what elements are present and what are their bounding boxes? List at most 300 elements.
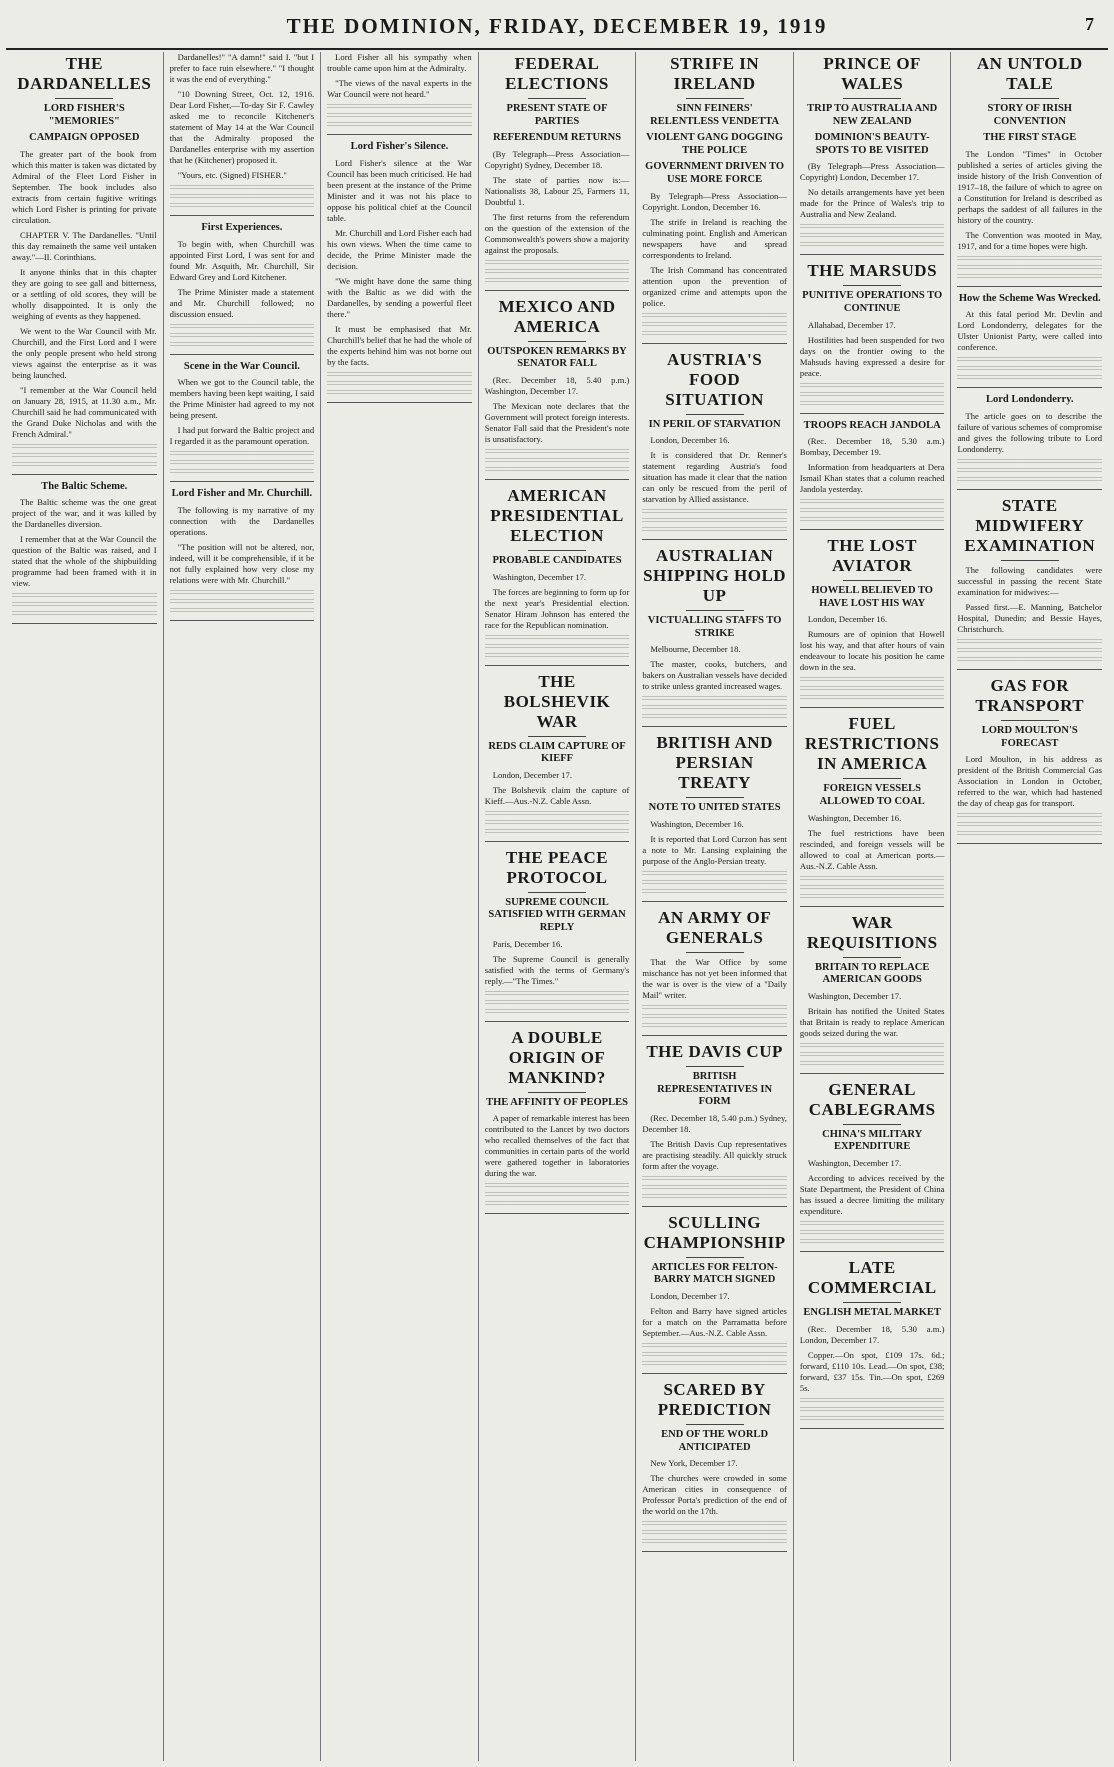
body-paragraph: Washington, December 17. [492, 571, 587, 582]
headline-rule [55, 98, 113, 99]
article [642, 733, 787, 895]
column-2 [163, 52, 321, 1761]
body-paragraph: Felton and Barry have signed articles for a match on the Parramatta before September.—Aus.-N.Z. Cable Assn. [642, 1305, 787, 1338]
article-subhead: IN PERIL OF STARVATION [648, 418, 781, 430]
text-filler [170, 194, 315, 200]
text-filler [800, 885, 945, 891]
body-paragraph: "I remember at the War Council held on January 28, 1915, at 11.30 a.m., Mr. Churchill said he had communicated with the Grand Duke Nicholas and with the French Admiral." [12, 384, 157, 439]
text-filler [485, 467, 630, 473]
article [642, 1042, 787, 1200]
article-separator [642, 901, 787, 902]
text-filler [485, 278, 630, 284]
text-filler [800, 876, 945, 882]
headline-rule [843, 778, 901, 779]
article-separator [957, 387, 1102, 388]
text-filler [485, 260, 630, 266]
body-paragraph: (Rec. December 18, 5.40 p.m.) Sydney, December 18. [642, 1112, 787, 1134]
article-separator [642, 343, 787, 344]
column-6 [793, 52, 951, 1761]
body-paragraph: Lord Fisher's silence at the War Council has been much criticised. He had been present at the instance of the Prime Minister and it was not his place to oppose his political chief at the Council table. [327, 157, 472, 223]
article-headline: SCULLING CHAMPIONSHIP [643, 1212, 786, 1252]
text-filler [485, 1183, 630, 1189]
article [327, 52, 472, 128]
article [800, 536, 945, 701]
column-4 [478, 52, 636, 1761]
body-paragraph: The first returns from the referendum on the question of the extension of the Commonwealth's powers show a majority against the proposals. [484, 211, 630, 255]
article-separator [170, 215, 315, 216]
text-filler [642, 322, 787, 328]
headline-rule [843, 98, 901, 99]
headline-rule [843, 285, 901, 286]
body-paragraph: Lord Moulton, in his address as president of the British Commercial Gas Association in London in October, referred to the war, which had hastened the day of cheap gas for transport. [957, 754, 1103, 809]
body-paragraph: At this fatal period Mr. Devlin and Lord Londonderry, delegates for the Ulster Unionist Party, were called into conference. [957, 309, 1103, 353]
article [485, 54, 630, 284]
article-separator [12, 623, 157, 624]
article [800, 714, 945, 899]
article-subhead: The Baltic Scheme. [41, 480, 128, 492]
text-filler [800, 894, 945, 900]
article-subhead: VICTUALLING STAFFS TO STRIKE [647, 615, 782, 639]
body-paragraph: Information from headquarters at Dera Ismail Khan states that a column reached Jandola yesterday. [799, 462, 945, 495]
article-headline: THE MARSUDS [807, 261, 938, 281]
article-separator [800, 529, 945, 530]
text-filler [170, 203, 315, 209]
article [642, 546, 787, 720]
text-filler [12, 602, 157, 608]
text-filler [800, 686, 945, 692]
body-paragraph: "We might have done the same thing with the Baltic as we did with the Dardanelles, by sending a powerful fleet there." [327, 275, 472, 319]
columns-container [6, 52, 1108, 1761]
text-filler [800, 1398, 945, 1404]
text-filler [485, 1192, 630, 1198]
article-headline: BRITISH AND PERSIAN TREATY [656, 733, 773, 793]
article-headline: THE LOST AVIATOR [827, 536, 917, 576]
body-paragraph: "10 Downing Street, Oct. 12, 1916. Dear Lord Fisher,—To-day Sir F. Cawley asked me to reconcile Kitchener's statement of May 14 at the War Council that the Admiralty proposed the Dardanelles enterprise with my assertion that he (Kitchener) proposed it. [169, 89, 315, 165]
article [800, 420, 945, 524]
body-paragraph: It is reported that Lord Curzon has sent a note to Mr. Lansing explaining the purpose of the Anglo-Persian treaty. [642, 833, 787, 866]
article-subhead: VIOLENT GANG DOGGING THE POLICE [646, 132, 784, 156]
text-filler [12, 593, 157, 599]
article [170, 488, 315, 614]
text-filler [957, 813, 1102, 819]
text-filler [957, 256, 1102, 262]
body-paragraph: London, December 17. [492, 769, 572, 780]
headline-rule [843, 1302, 901, 1303]
text-filler [957, 375, 1102, 381]
text-filler [800, 499, 945, 505]
text-filler [485, 1009, 630, 1015]
text-filler [485, 811, 630, 817]
text-filler [800, 233, 945, 239]
text-filler [485, 449, 630, 455]
headline-rule [686, 610, 744, 611]
body-paragraph: The churches were crowded in some American cities in consequence of Professor Porta's prediction of the end of the world on the 17th. [642, 1473, 787, 1517]
headline-rule [528, 98, 586, 99]
article-separator [642, 1551, 787, 1552]
article-subhead: REFERENDUM RETURNS [492, 132, 622, 144]
text-filler [957, 639, 1102, 645]
body-paragraph: The article goes on to describe the failure of various schemes of compromise and gives the following tribute to Lord Londonderry. [957, 410, 1103, 454]
article-separator [485, 1021, 630, 1022]
text-filler [800, 224, 945, 230]
body-paragraph: It is considered that Dr. Renner's statement regarding Austria's food situation has made it clear that the nation can only be rescued from the peril of starvation by Allied assistance. [642, 450, 787, 505]
article-separator [485, 479, 630, 480]
headline-rule [843, 1124, 901, 1125]
body-paragraph: The greater part of the book from which this matter is taken was dictated by Admiral of the Fleet Lord Fisher in September. The book includes also extracts from certain fugitive writings which Lord Fisher is printing for private circulation. [12, 148, 157, 225]
article-headline: AUSTRALIAN SHIPPING HOLD UP [643, 546, 787, 606]
article-subhead: PROBABLE CANDIDATES [492, 554, 622, 566]
article-subhead: GOVERNMENT DRIVEN TO USE MORE FORCE [645, 161, 785, 185]
article-separator [642, 726, 787, 727]
text-filler [642, 527, 787, 533]
article-headline: THE BOLSHEVIK WAR [503, 671, 611, 731]
body-paragraph: The following is my narrative of my connection with the Dardanelles operations. [169, 504, 315, 537]
article-headline: STATE MIDWIFERY EXAMINATION [964, 495, 1096, 555]
body-paragraph: London, December 16. [807, 614, 888, 625]
article-subhead: HOWELL BELIEVED TO HAVE LOST HIS WAY [811, 585, 933, 609]
body-paragraph: The Supreme Council is generally satisfied with the terms of Germany's reply.—"The Times." [484, 953, 630, 986]
article-separator [327, 134, 472, 135]
body-paragraph: "The position will not be altered, nor, indeed, will it be comprehensible, if it be not fully explained how very close my relations were with Mr. Churchill." [169, 541, 315, 585]
body-paragraph: Hostilities had been suspended for two days on the frontier owing to the Mahsuds having expressed a desire for peace. [799, 334, 945, 378]
body-paragraph: London, December 16. [650, 435, 730, 446]
text-filler [485, 458, 630, 464]
body-paragraph: Washington, December 16. [650, 818, 744, 829]
text-filler [642, 1014, 787, 1020]
article [800, 1258, 945, 1422]
headline-rule [686, 952, 744, 953]
text-filler [642, 871, 787, 877]
body-paragraph: Rumours are of opinion that Howell lost his way, and that after hours of vain endeavour to locate his position he came down in the sea. [799, 629, 945, 673]
text-filler [327, 113, 472, 119]
article-subhead: PRESENT STATE OF PARTIES [506, 103, 608, 127]
body-paragraph: I remember that at the War Council the question of the Baltic was raised, and I stated that the whole of the shipbuilding programme had been framed with it in view. [12, 534, 157, 589]
text-filler [957, 468, 1102, 474]
text-filler [642, 1194, 787, 1200]
text-filler [170, 185, 315, 191]
body-paragraph: Copper.—On spot, £109 17s. 6d.; forward, £110 10s. Lead.—On spot, £38; forward, £37 15s. Tin.—On spot, £269 5s. [799, 1349, 945, 1393]
text-filler [800, 383, 945, 389]
body-paragraph: The Bolshevik claim the capture of Kieff.—Aus.-N.Z. Cable Assn. [484, 784, 630, 806]
headline-rule [686, 797, 744, 798]
body-paragraph: London, December 17. [650, 1290, 730, 1301]
text-filler [642, 1176, 787, 1182]
text-filler [800, 401, 945, 407]
body-paragraph: The forces are beginning to form up for the next year's Presidential election. Senator Hiram Johnson has entered the race for the Republican nomination. [484, 586, 630, 630]
article-subhead: SINN FEINERS' RELENTLESS VENDETTA [650, 103, 780, 127]
text-filler [800, 677, 945, 683]
article-headline: MEXICO AND AMERICA [498, 296, 616, 336]
text-filler [12, 444, 157, 450]
article-headline: AN ARMY OF GENERALS [658, 907, 772, 947]
article-subhead: FOREIGN VESSELS ALLOWED TO COAL [819, 783, 925, 807]
text-filler [642, 1352, 787, 1358]
article-subhead: Lord Fisher's Silence. [350, 141, 449, 152]
article [170, 361, 315, 476]
article-headline: THE DAVIS CUP [646, 1041, 783, 1061]
article-separator [800, 707, 945, 708]
article [957, 496, 1102, 663]
text-filler [800, 1230, 945, 1236]
body-paragraph: The British Davis Cup representatives are practising steadily. All quickly struck form after the voyage. [642, 1138, 787, 1171]
article-separator [800, 1251, 945, 1252]
text-filler [170, 451, 315, 457]
text-filler [957, 831, 1102, 837]
body-paragraph: The master, cooks, butchers, and bakers on Australian vessels have decided to strike unless granted increased wages. [642, 659, 787, 692]
text-filler [957, 357, 1102, 363]
article-subhead: LORD FISHER'S "MEMORIES" [43, 103, 125, 127]
article-separator [800, 254, 945, 255]
article-subhead: CAMPAIGN OPPOSED [29, 132, 140, 144]
article [170, 222, 315, 348]
article-subhead: THE FIRST STAGE [983, 132, 1077, 144]
article-subhead: THE AFFINITY OF PEOPLES [486, 1096, 628, 1108]
text-filler [327, 104, 472, 110]
text-filler [170, 333, 315, 339]
article [800, 54, 945, 248]
article-separator [800, 413, 945, 414]
text-filler [485, 820, 630, 826]
article [327, 141, 472, 396]
text-filler [957, 366, 1102, 372]
body-paragraph: That the War Office by some mischance has not yet been informed that the war is over is the view of a "Daily Mail" writer. [642, 956, 787, 1000]
text-filler [485, 1000, 630, 1006]
body-paragraph: The state of parties now is:— Nationalists 38, Labour 25, Farmers 11, Doubtful 1. [484, 174, 630, 207]
article-headline: PRINCE OF WALES [823, 54, 921, 93]
text-filler [642, 1521, 787, 1527]
text-filler [485, 1201, 630, 1207]
article-separator [170, 354, 315, 355]
headline-rule [528, 550, 586, 551]
article-separator [170, 620, 315, 621]
text-filler [642, 1185, 787, 1191]
body-paragraph: The Prime Minister made a statement and Mr. Churchill followed; no discussion ensued. [169, 286, 315, 319]
text-filler [170, 599, 315, 605]
body-paragraph: Mr. Churchill and Lord Fisher each had his own views. When the time came to decide, the Prime Minister made the decision. [327, 227, 472, 271]
article-headline: WAR REQUISITIONS [806, 912, 938, 952]
text-filler [327, 390, 472, 396]
body-paragraph: When we got to the Council table, the members having been kept waiting, I said the Prime Minister had agreed to my not being present. [169, 377, 315, 421]
body-paragraph: Washington, December 16. [807, 812, 902, 823]
text-filler [800, 1416, 945, 1422]
article [485, 297, 630, 473]
article-headline: GAS FOR TRANSPORT [975, 675, 1085, 715]
headline-rule [843, 957, 901, 958]
article [800, 913, 945, 1067]
text-filler [957, 265, 1102, 271]
headline-rule [686, 1424, 744, 1425]
column-5 [635, 52, 793, 1761]
article-separator [957, 669, 1102, 670]
text-filler [170, 460, 315, 466]
body-paragraph: No details arrangements have yet been made for the Prince of Wales's trip to Australia and New Zealand. [799, 187, 945, 220]
column-1 [6, 52, 163, 1761]
text-filler [957, 477, 1102, 483]
body-paragraph: I had put forward the Baltic project and I regarded it as the paramount operation. [169, 425, 315, 447]
headline-rule [528, 892, 586, 893]
article-headline: FUEL RESTRICTIONS IN AMERICA [804, 714, 940, 774]
text-filler [170, 324, 315, 330]
body-paragraph: Melbourne, December 18. [650, 644, 741, 655]
text-filler [485, 635, 630, 641]
body-paragraph: Allahabad, December 17. [807, 319, 896, 330]
text-filler [642, 714, 787, 720]
headline-rule [528, 736, 586, 737]
article [800, 261, 945, 406]
body-paragraph: (Rec. December 18, 5.30 a.m.) London, December 17. [799, 1323, 945, 1345]
text-filler [642, 696, 787, 702]
text-filler [957, 822, 1102, 828]
headline-rule [843, 580, 901, 581]
text-filler [642, 518, 787, 524]
body-paragraph: Washington, December 17. [807, 990, 902, 1001]
text-filler [12, 611, 157, 617]
article-subhead: Lord Londonderry. [985, 394, 1074, 406]
body-paragraph: The Irish Command has concentrated attention upon the prevention of organized crime and attempts upon the police. [642, 264, 787, 308]
body-paragraph: According to advices received by the State Department, the President of China has issued a decree limiting the military expenditure. [799, 1172, 945, 1216]
article [800, 1080, 945, 1245]
article-headline: LATE COMMERCIAL [807, 1257, 937, 1297]
article-separator [800, 1073, 945, 1074]
article [957, 676, 1102, 837]
text-filler [800, 1407, 945, 1413]
article-separator [800, 906, 945, 907]
body-paragraph: (Rec. December 18, 5.40 p.m.) Washington, December 17. [484, 374, 630, 396]
masthead [6, 8, 1108, 50]
text-filler [327, 381, 472, 387]
body-paragraph: The London "Times" in October published a series of articles giving the inside history of the Irish Convention of 1917–18, the failure of which to agree on a Constitution for Ireland is described as perhaps the saddest of all failures in the history of the country. [957, 148, 1103, 225]
text-filler [170, 590, 315, 596]
article-separator [485, 665, 630, 666]
article-subhead: ARTICLES FOR FELTON-BARRY MATCH SIGNED [651, 1261, 778, 1286]
article-subhead: STORY OF IRISH CONVENTION [987, 103, 1072, 127]
text-filler [642, 509, 787, 515]
body-paragraph: New York, December 17. [650, 1458, 738, 1469]
article-subhead: DOMINION'S BEAUTY-SPOTS TO BE VISITED [814, 132, 930, 156]
text-filler [800, 1221, 945, 1227]
article-subhead: SUPREME COUNCIL SATISFIED WITH GERMAN REPLY [488, 896, 626, 933]
body-paragraph: (Rec. December 18, 5.30 a.m.) Bombay, December 19. [799, 436, 945, 458]
article-headline: A DOUBLE ORIGIN OF MANKIND? [508, 1027, 606, 1087]
page-number: 7 [1085, 14, 1094, 34]
body-paragraph: The strife in Ireland is reaching the culminating point. English and American newspapers have and spread correspondents to Ireland. [642, 216, 787, 260]
body-paragraph: Dardanelles!" "A damn!" said I. "but I prefer to face ruin elsewhere." "I thought it was the end of everything." [169, 52, 315, 84]
article-separator [642, 1035, 787, 1036]
body-paragraph: The Convention was mooted in May, 1917, and for a time hopes were high. [957, 229, 1103, 251]
article-separator [485, 841, 630, 842]
article-subhead: CHINA'S MILITARY EXPENDITURE [822, 1128, 923, 1153]
article [485, 486, 630, 659]
article-separator [485, 290, 630, 291]
article [642, 1380, 787, 1545]
body-paragraph: It anyone thinks that in this chapter they are going to see gall and bitterness, or a settling of old scores, they will be wholly disappointed. It is only the weighing of events as they happened. [12, 266, 157, 321]
body-paragraph: We went to the War Council with Mr. Churchill, and the First Lord and I were the only people present who held strong views against the enterprise as it was being launched. [12, 325, 157, 380]
article-subhead: PUNITIVE OPERATIONS TO CONTINUE [802, 290, 943, 314]
article-subhead: How the Scheme Was Wrecked. [958, 292, 1101, 304]
text-filler [327, 372, 472, 378]
body-paragraph: The Mexican note declares that the Government will protect foreign interests. Senator Fall said that the President's note is unsatisfactory. [484, 400, 630, 444]
article [642, 350, 787, 534]
headline-rule [528, 341, 586, 342]
article-separator [485, 1213, 630, 1214]
text-filler [642, 1343, 787, 1349]
article-headline: FEDERAL ELECTIONS [505, 54, 609, 93]
text-filler [957, 657, 1102, 663]
body-paragraph: A paper of remarkable interest has been contributed to the Lancet by two doctors who recalled themselves of the fact that communities in certain parts of the world were gathered together in laboratories during the war. [484, 1113, 630, 1179]
article-subhead: BRITAIN TO REPLACE AMERICAN GOODS [814, 961, 930, 986]
article [12, 54, 157, 468]
text-filler [642, 1361, 787, 1367]
headline-rule [1001, 560, 1059, 561]
article-separator [957, 489, 1102, 490]
article-headline: THE PEACE PROTOCOL [505, 847, 609, 887]
body-paragraph: "Yours, etc. (Signed) FISHER." [177, 170, 287, 180]
article [485, 672, 630, 835]
text-filler [170, 342, 315, 348]
article [485, 1028, 630, 1208]
article [642, 54, 787, 337]
text-filler [642, 880, 787, 886]
text-filler [485, 991, 630, 997]
text-filler [800, 392, 945, 398]
article-headline: GENERAL CABLEGRAMS [808, 1079, 936, 1119]
article-subhead: Lord Fisher and Mr. Churchill. [171, 488, 313, 500]
text-filler [642, 313, 787, 319]
article-separator [800, 1428, 945, 1429]
article-headline: AUSTRIA'S FOOD SITUATION [665, 349, 764, 409]
article-subhead: REDS CLAIM CAPTURE OF KIEFF [488, 740, 626, 765]
text-filler [642, 1023, 787, 1029]
article [957, 293, 1102, 382]
text-filler [957, 459, 1102, 465]
headline-rule [1001, 98, 1059, 99]
article-headline: SCARED BY PREDICTION [657, 1379, 772, 1419]
article [485, 848, 630, 1015]
body-paragraph: The following candidates were successful in passing the recent State examination for midwives:— [957, 564, 1103, 597]
text-filler [957, 274, 1102, 280]
column-7 [950, 52, 1108, 1761]
column-3 [320, 52, 478, 1761]
masthead-title: THE DOMINION, FRIDAY, DECEMBER 19, 1919 [286, 14, 828, 38]
article-separator [170, 481, 315, 482]
body-paragraph: CHAPTER V. The Dardanelles. "Until this day remaineth the same veil untaken away."—II. Corinthians. [12, 229, 157, 262]
text-filler [485, 829, 630, 835]
article-subhead: ENGLISH METAL MARKET [803, 1306, 941, 1318]
article-separator [12, 474, 157, 475]
article-headline: AMERICAN PRESIDENTIAL ELECTION [490, 485, 624, 545]
article-headline: STRIFE IN IRELAND [670, 54, 760, 93]
article-separator [642, 1373, 787, 1374]
headline-rule [686, 414, 744, 415]
body-paragraph: Passed first.—E. Manning, Batchelor Hospital, Dunedin; and Bessie Hayes, Christchurch. [957, 601, 1103, 634]
article-subhead: First Experiences. [201, 222, 283, 233]
article-separator [642, 1206, 787, 1207]
text-filler [642, 705, 787, 711]
text-filler [170, 469, 315, 475]
text-filler [800, 508, 945, 514]
article-separator [957, 286, 1102, 287]
body-paragraph: (By Telegraph—Press Association—Copyright) Sydney, December 18. [484, 148, 630, 170]
article [642, 908, 787, 1029]
text-filler [642, 1530, 787, 1536]
text-filler [800, 695, 945, 701]
text-filler [642, 889, 787, 895]
text-filler [485, 644, 630, 650]
text-filler [800, 1239, 945, 1245]
article-subhead: END OF THE WORLD ANTICIPATED [661, 1428, 769, 1453]
text-filler [800, 1061, 945, 1067]
text-filler [485, 653, 630, 659]
